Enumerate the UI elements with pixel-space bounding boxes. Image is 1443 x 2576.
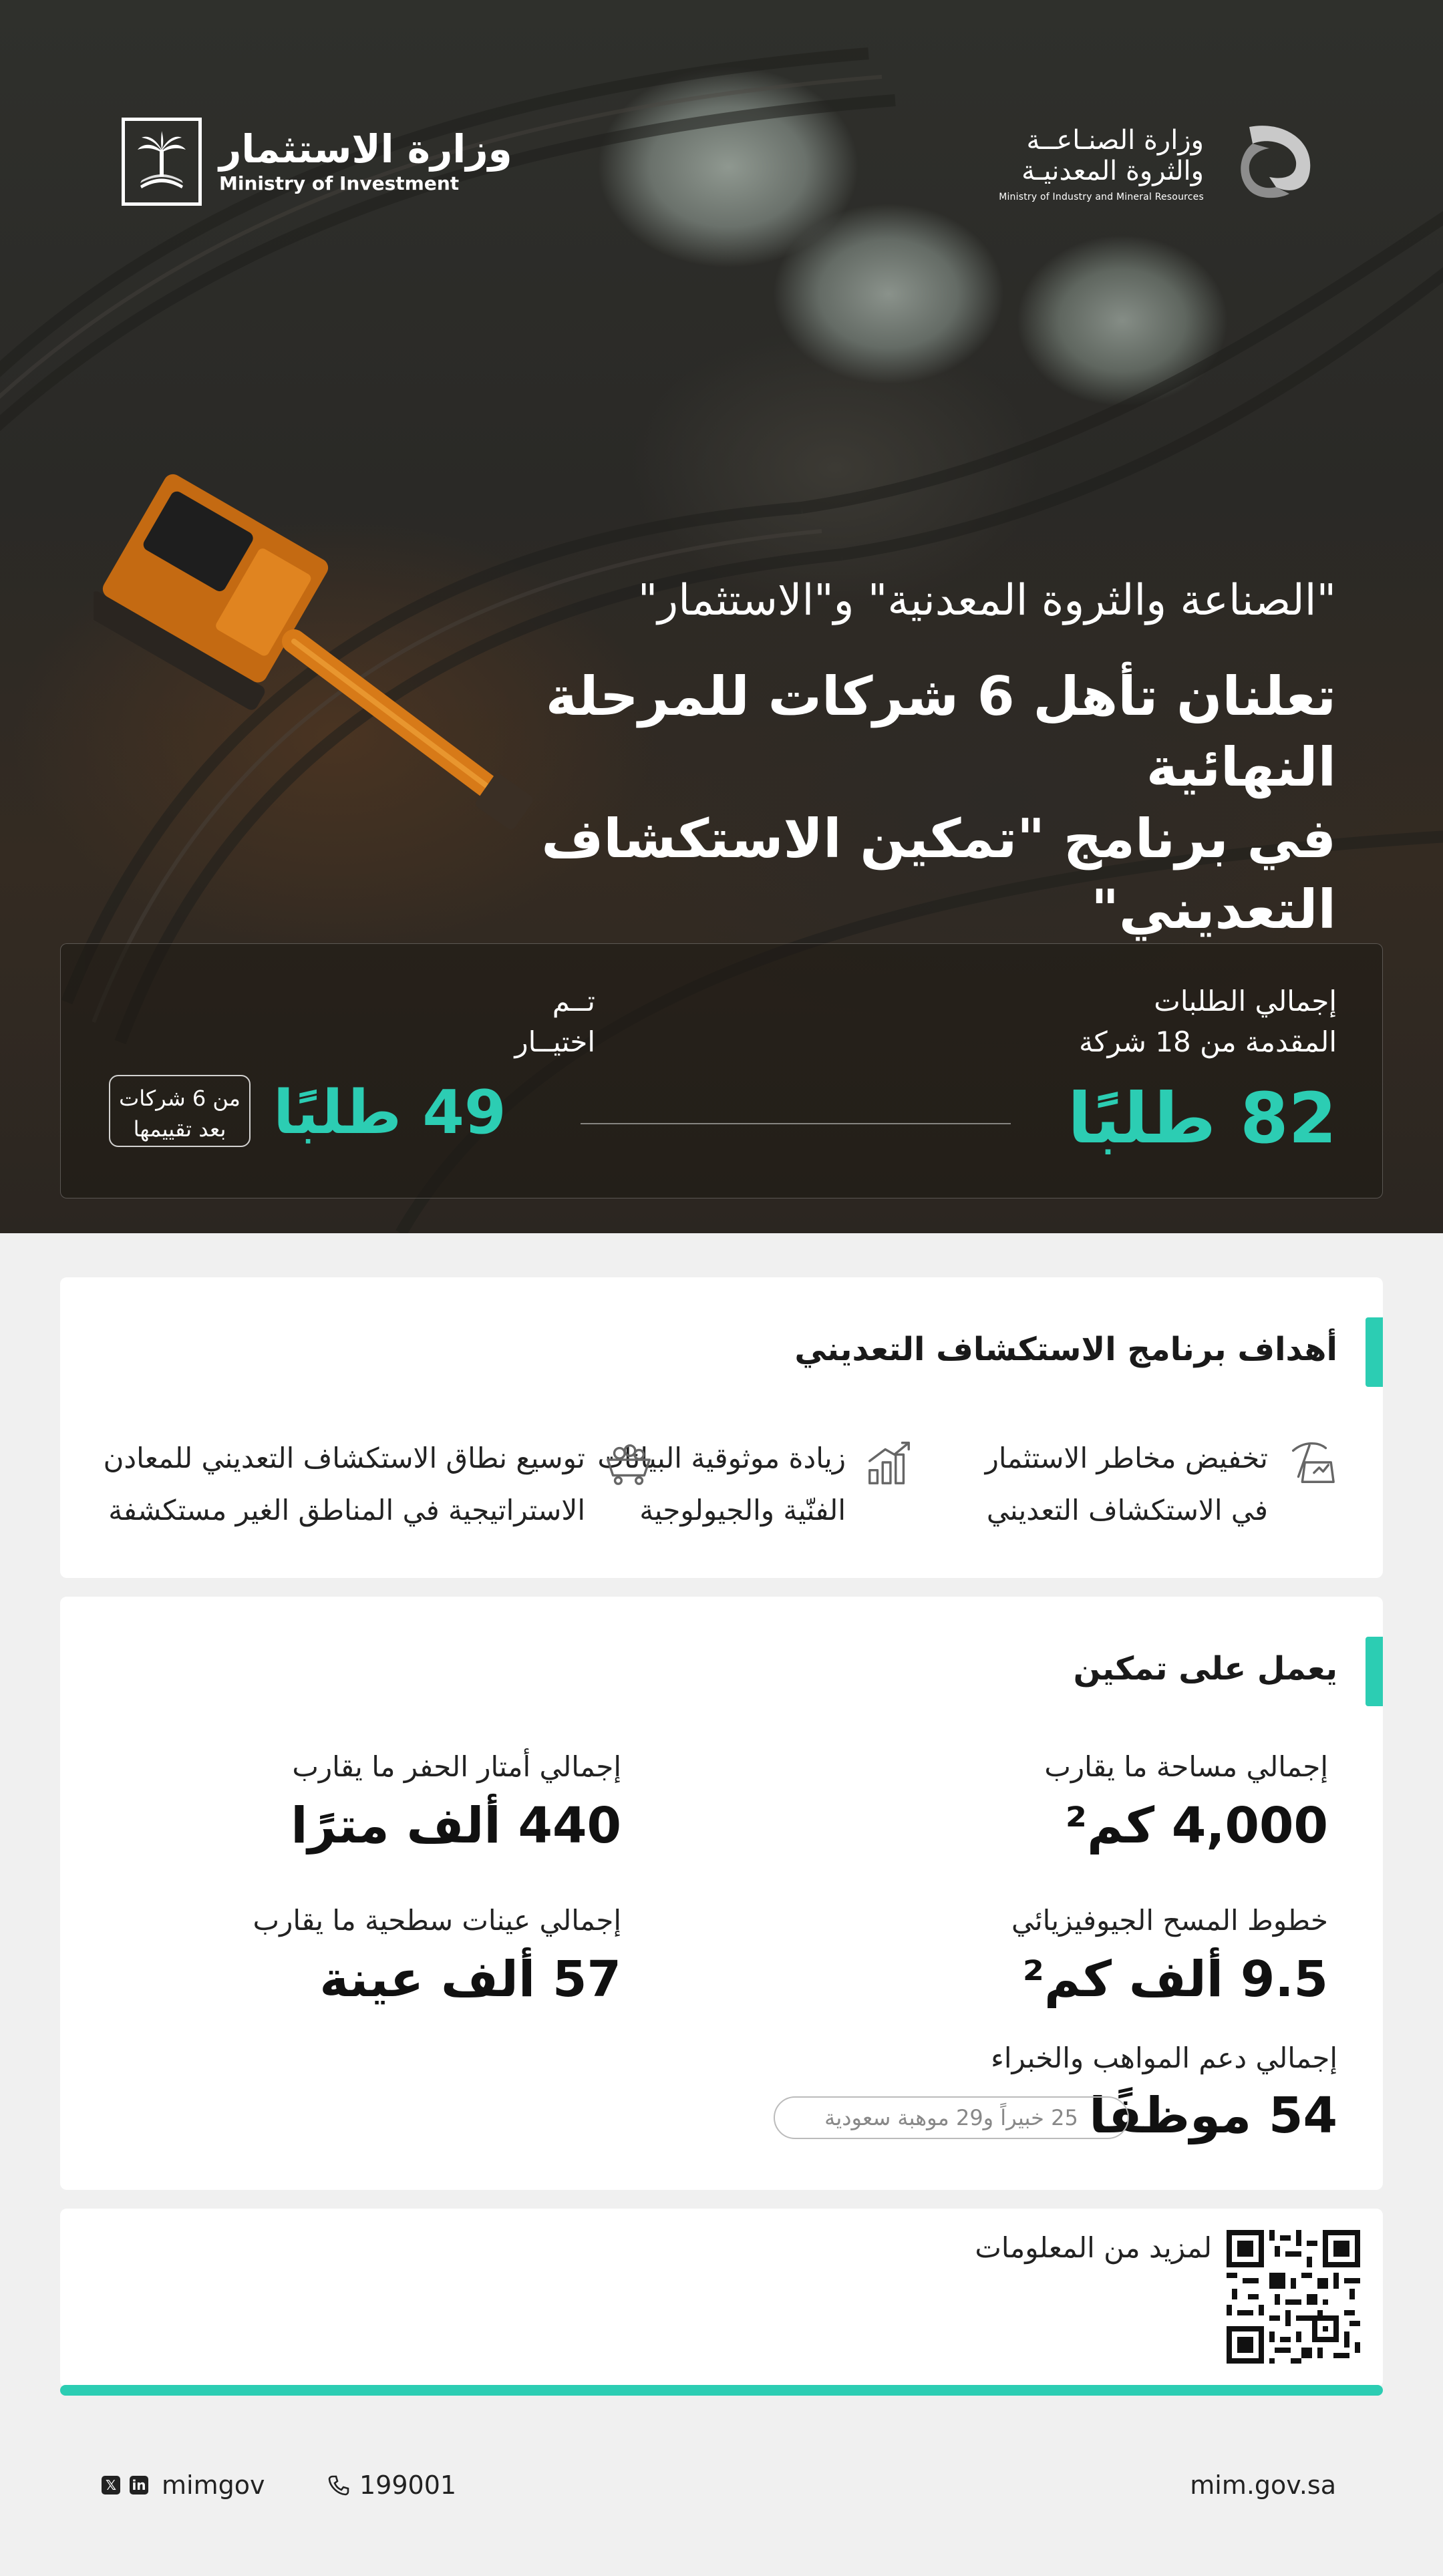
samples-label: إجمالي عينات سطحية ما يقارب (253, 1904, 621, 1937)
qr-code[interactable] (1227, 2230, 1360, 2364)
drilling-label: إجمالي أمتار الحفر ما يقارب (292, 1750, 621, 1783)
phone-icon (327, 2474, 350, 2497)
website-text: mim.gov.sa (1190, 2470, 1336, 2500)
selected-label-line2: اختيــار (514, 1025, 595, 1058)
mim-logo-arabic-line2: والثروة المعدنيـة (1021, 156, 1204, 186)
hero-title (401, 661, 1336, 946)
goal-2-line2: الفنّية والجيولوجية (639, 1493, 846, 1526)
mim-ribbon-emblem-icon (1223, 114, 1323, 214)
phone-number: 199001 (359, 2470, 457, 2500)
goal-2-line1: زيادة موثوقية البيانات (597, 1442, 846, 1474)
selected-applications-value: 49 طلبًا (273, 1078, 506, 1148)
selected-label-line1: تــم (552, 985, 595, 1017)
hero-title-line2: في برنامج "تمكين الاستكشاف التعديني" (541, 807, 1336, 941)
mine-cart-icon (603, 1436, 655, 1488)
goal-3-line1: توسيع نطاق الاستكشاف التعديني للمعادن (103, 1442, 585, 1474)
linkedin-icon: in (130, 2476, 148, 2494)
goal-1-line1: تخفيض مخاطر الاستثمار (985, 1442, 1268, 1474)
more-info-label: لمزيد من المعلومات (975, 2231, 1212, 2264)
area-label: إجمالي مساحة ما يقارب (1044, 1750, 1328, 1783)
palm-swords-emblem-icon (122, 118, 202, 206)
total-applications-label (1079, 981, 1337, 1063)
x-icon: 𝕏 (102, 2476, 120, 2494)
enables-title: يعمل على تمكين (1073, 1650, 1337, 1687)
hero-section (0, 0, 1443, 1233)
talent-breakdown-pill: 25 خبيراً و29 موهبة سعودية (774, 2096, 1129, 2139)
total-applications-label-line1: إجمالي الطلبات (1154, 985, 1337, 1017)
samples-value: 57 ألف عينة (319, 1951, 621, 2008)
drilling-value: 440 ألف مترًا (291, 1797, 621, 1855)
ministry-of-investment-logo (122, 118, 512, 206)
talent-value: 54 موظفًا (1089, 2087, 1337, 2144)
program-goals-card (60, 1277, 1383, 1578)
goal-text-expand-exploration (104, 1432, 585, 1536)
applications-stats-panel (60, 943, 1383, 1198)
mim-logo-english: Ministry of Industry and Mineral Resources (999, 192, 1204, 202)
more-info-card (60, 2209, 1383, 2388)
enables-card (60, 1597, 1383, 2190)
total-applications-value: 82 طلبًا (1068, 1078, 1337, 1159)
mim-logo-arabic-line1: وزارة الصنـاعــة (1026, 125, 1204, 156)
phone-contact[interactable] (327, 2470, 456, 2500)
goals-title: أهداف برنامج الاستكشاف التعديني (794, 1331, 1337, 1368)
talent-label: إجمالي دعم المواهب والخبراء (991, 2042, 1337, 2074)
hero-subtitle: "الصناعة والثروة المعدنية" و"الاستثمار" (637, 576, 1336, 625)
enables-accent-bar (1366, 1637, 1383, 1706)
goal-item-expand-exploration (104, 1432, 655, 1536)
teal-accent-line (60, 2385, 1383, 2396)
stats-divider (581, 1123, 1011, 1124)
moi-logo-arabic: وزارة الاستثمار (219, 126, 512, 172)
companies-badge (109, 1075, 251, 1147)
moi-logo-english: Ministry of Investment (219, 172, 460, 194)
goal-text-reduce-risk (985, 1432, 1268, 1536)
companies-badge-line2: بعد تقييمها (133, 1116, 226, 1142)
ministry-of-industry-logo (999, 114, 1323, 214)
social-handle-text: mimgov (162, 2470, 265, 2500)
companies-badge-line1: من 6 شركات (119, 1086, 240, 1111)
survey-label: خطوط المسح الجيوفيزيائي (1011, 1904, 1328, 1937)
social-handle[interactable] (102, 2470, 265, 2500)
goals-accent-bar (1366, 1317, 1383, 1387)
area-value: 4,000 كم² (1065, 1797, 1328, 1855)
survey-value: 9.5 ألف كم² (1022, 1951, 1328, 2008)
total-applications-label-line2: المقدمة من 18 شركة (1079, 1025, 1337, 1058)
pickaxe-icon (1285, 1436, 1337, 1488)
selected-applications-label (488, 981, 595, 1063)
goal-item-reduce-risk (985, 1432, 1337, 1536)
goal-3-line2: الاستراتيجية في المناطق الغير مستكشفة (108, 1493, 585, 1526)
website-link[interactable] (1190, 2470, 1336, 2500)
goal-1-line2: في الاستكشاف التعديني (986, 1493, 1268, 1526)
hero-title-line1: تعلنان تأهل 6 شركات للمرحلة النهائية (545, 665, 1336, 799)
growth-chart-icon (863, 1436, 915, 1488)
